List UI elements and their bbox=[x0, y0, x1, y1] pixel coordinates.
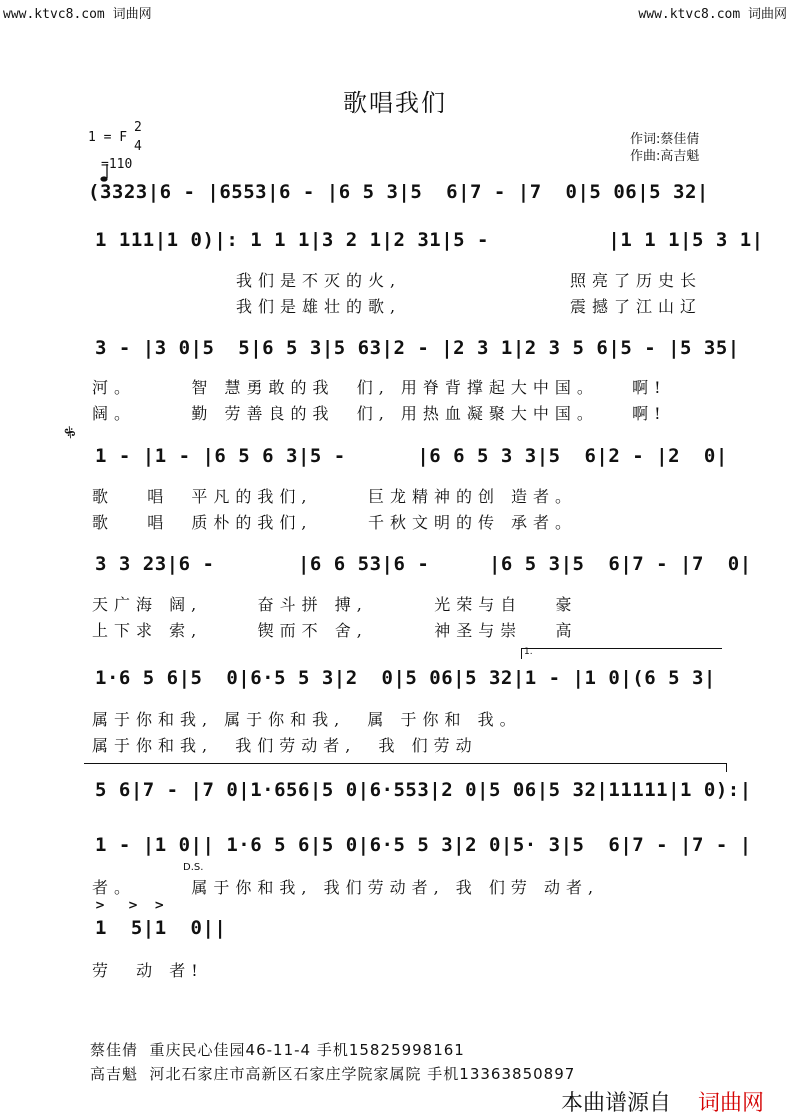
accent-mark-2: > > bbox=[128, 898, 171, 912]
composer-credit: 作曲:高吉魁 bbox=[630, 149, 700, 164]
lyricist-credit: 作词:蔡佳倩 bbox=[630, 132, 700, 147]
footer-contact-lyricist: 蔡佳倩 重庆民心佳园46-11-4 手机15825998161 bbox=[90, 1041, 465, 1059]
notation-row-7: 5 6|7 - |7 0|1·656|5 0|6·553|2 0|5 06|5 32|11111|1 0):| bbox=[95, 779, 752, 801]
notation-row-1: (3323|6 - |6553|6 - |6 5 3|5 6|7 - |7 0|5 06|5 32| bbox=[88, 181, 709, 203]
tempo-marking: =110 bbox=[101, 157, 133, 172]
lyric-row-2-verse-2a: 我们是雄壮的歌, bbox=[236, 297, 402, 316]
notation-row-9: 1 5|1 0|| bbox=[95, 917, 227, 939]
notation-row-8: 1 - |1 0|| 1·6 5 6|5 0|6·5 5 3|2 0|5· 3|5 6|7 - |7 - | bbox=[95, 834, 752, 856]
site-watermark-right[interactable]: www.ktvc8.com 词曲网 bbox=[638, 7, 787, 22]
site-watermark-left[interactable]: www.ktvc8.com 词曲网 bbox=[3, 7, 152, 22]
source-site-link[interactable]: 词曲网 bbox=[698, 1091, 765, 1116]
notation-row-2: 1 111|1 0)|: 1 1 1|3 2 1|2 31|5 - |1 1 1|5 3 1| bbox=[95, 229, 764, 251]
lyric-row-8: 者。 属于你和我, 我们劳动者, 我 们劳 动者, bbox=[92, 878, 600, 897]
lyric-row-5-verse-2: 上下求 索, 锲而不 舍, 神圣与崇 高 bbox=[92, 621, 578, 640]
song-title: 歌唱我们 bbox=[343, 89, 447, 117]
notation-row-5: 3 3 23|6 - |6 6 53|6 - |6 5 3|5 6|7 - |7 0| bbox=[95, 553, 752, 575]
footer-contact-composer: 高吉魁 河北石家庄市高新区石家庄学院家属院 手机13363850897 bbox=[90, 1065, 576, 1083]
lyric-row-5-verse-1: 天广海 阔, 奋斗拼 搏, 光荣与自 豪 bbox=[92, 595, 578, 614]
lyric-row-3-verse-1: 河。 智 慧勇敢的我 们, 用脊背撑起大中国。 啊! bbox=[92, 378, 667, 397]
segno-icon: 𝄋 bbox=[59, 420, 82, 444]
lyric-row-2-verse-1a: 我们是不灭的火, bbox=[236, 271, 402, 290]
lyric-row-9: 劳 动 者! bbox=[92, 961, 204, 980]
volta-label: 1. bbox=[524, 647, 533, 657]
lyric-row-4-verse-2: 歌 唱 质朴的我们, 千秋文明的传 承者。 bbox=[92, 513, 578, 532]
quarter-note-icon bbox=[90, 144, 97, 156]
lyric-row-2-verse-2b: 震撼了江山辽 bbox=[570, 297, 703, 316]
source-label: 本曲谱源自 bbox=[561, 1091, 672, 1116]
notation-row-4: 1 - |1 - |6 5 6 3|5 - |6 6 5 3 3|5 6|2 - |2 0| bbox=[95, 445, 728, 467]
notation-row-3: 3 - |3 0|5 5|6 5 3|5 63|2 - |2 3 1|2 3 5 6|5 - |5 35| bbox=[95, 337, 740, 359]
lyric-row-4-verse-1: 歌 唱 平凡的我们, 巨龙精神的创 造者。 bbox=[92, 487, 578, 506]
lyric-row-6-verse-2: 属于你和我, 我们劳动者, 我 们劳动 bbox=[92, 736, 478, 755]
time-signature-top: 2 bbox=[134, 120, 142, 135]
notation-row-6: 1·6 5 6|5 0|6·5 5 3|2 0|5 06|5 32|1 - |1 0|(6 5 3| bbox=[95, 667, 716, 689]
volta-bracket bbox=[521, 648, 722, 659]
lyric-row-6-verse-1: 属于你和我, 属于你和我, 属 于你和 我。 bbox=[92, 710, 522, 729]
key-signature: 1 = F bbox=[88, 130, 128, 145]
lyric-row-3-verse-2: 阔。 勤 劳善良的我 们, 用热血凝聚大中国。 啊! bbox=[92, 404, 667, 423]
time-signature-bottom: 4 bbox=[134, 139, 142, 154]
accent-mark-1: > bbox=[95, 898, 106, 912]
volta-bracket-2 bbox=[84, 763, 727, 772]
ds-marking: D.S. bbox=[183, 862, 204, 873]
lyric-row-2-verse-1b: 照亮了历史长 bbox=[570, 271, 703, 290]
